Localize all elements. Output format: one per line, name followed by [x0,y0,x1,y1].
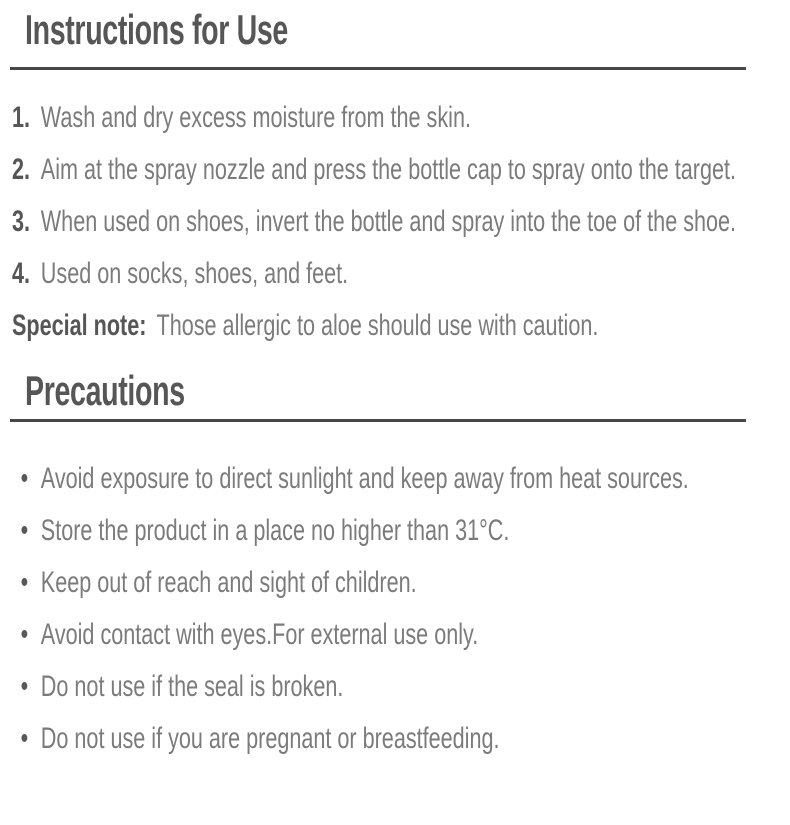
step-text: Wash and dry excess moisture from the skin. [40,101,471,134]
precaution-text: Avoid contact with eyes.For external use only. [40,618,479,651]
section-title-text: Precautions [25,367,185,414]
precaution-text: Keep out of reach and sight of children. [40,566,417,599]
step-text: When used on shoes, invert the bottle and spray into the toe of the shoe. [40,205,737,238]
special-note [12,309,790,342]
precaution-item [12,462,790,495]
instruction-step [12,257,790,290]
section-divider [10,419,746,422]
instruction-step [12,205,790,238]
bullet-dot: • [20,722,29,755]
step-text: Aim at the spray nozzle and press the bottle cap to spray onto the target. [40,153,737,186]
instruction-step [12,101,790,134]
step-number: 4. [12,257,31,290]
precaution-list [0,462,790,755]
precaution-item [12,618,790,651]
precaution-item [12,566,790,599]
special-note-text: Those allergic to aloe should use with caution. [156,309,599,342]
instruction-step [12,153,790,186]
instruction-step-list [0,101,790,342]
section-divider [10,67,746,70]
precaution-text: Avoid exposure to direct sunlight and keep away from heat sources. [40,462,689,495]
precaution-item [12,514,790,547]
precaution-text: Store the product in a place no higher than 31°C. [40,514,510,547]
section-title-instructions [0,0,790,54]
precaution-item [12,670,790,703]
step-number: 3. [12,205,31,238]
special-note-label: Special note: [12,309,147,342]
step-number: 2. [12,153,31,186]
precaution-text: Do not use if the seal is broken. [40,670,344,703]
precaution-item [12,722,790,755]
bullet-dot: • [20,462,29,495]
section-title-precautions [0,361,790,415]
section-precautions [0,361,790,755]
section-title-text: Instructions for Use [25,6,288,53]
section-instructions [0,0,790,342]
bullet-dot: • [20,514,29,547]
step-text: Used on socks, shoes, and feet. [40,257,349,290]
bullet-dot: • [20,618,29,651]
step-number: 1. [12,101,31,134]
bullet-dot: • [20,670,29,703]
bullet-dot: • [20,566,29,599]
precaution-text: Do not use if you are pregnant or breastfeeding. [40,722,500,755]
